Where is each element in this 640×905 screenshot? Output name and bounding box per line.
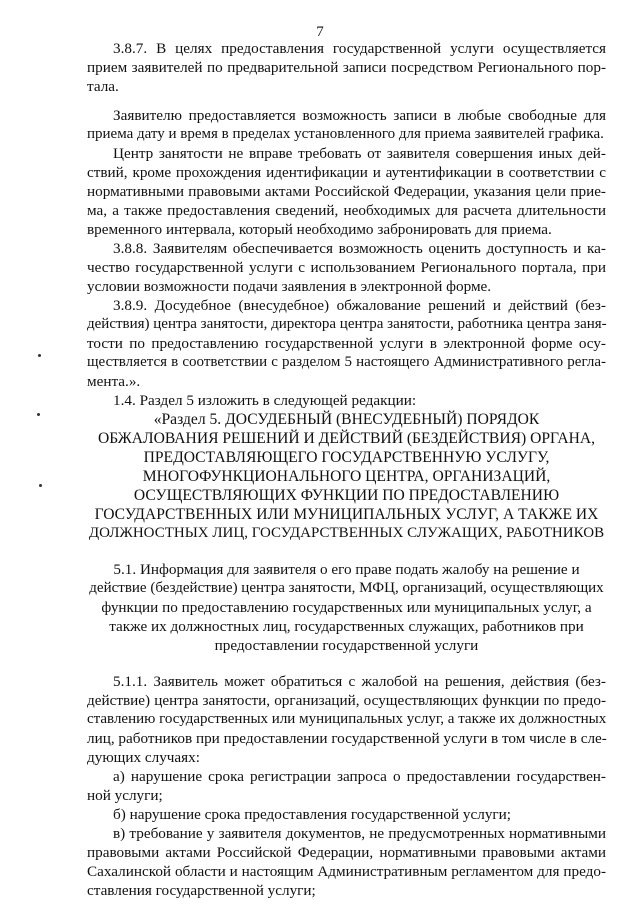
- text-line: 1.4. Раздел 5 изложить в следующей редакции:: [113, 392, 417, 409]
- scan-speck: [37, 413, 40, 416]
- text-line: тости по предоставлению государственной услуги в электронной форме осу-: [87, 335, 606, 352]
- subsection-heading-line: также их должностных лиц, государственных служащих, работников при: [109, 618, 584, 635]
- text-line: 3.8.9. Досудебное (внесудебное) обжалование решений и действий (без-: [113, 297, 606, 314]
- text-line: лиц, работников при предоставлении государственной услуги в том числе в сле-: [87, 730, 607, 747]
- text-line: б) нарушение срока предоставления государственной услуги;: [113, 806, 511, 823]
- section-heading-line: ОСУЩЕСТВЛЯЮЩИХ ФУНКЦИИ ПО ПРЕДОСТАВЛЕНИЮ: [133, 487, 560, 504]
- text-line: ствий, кроме прохождения идентификации и аутентификации в соответствии с: [87, 164, 606, 181]
- text-line: приема дату и время в пределах установленного для приема заявителей графика.: [87, 126, 604, 142]
- section-heading-line: ОБЖАЛОВАНИЯ РЕШЕНИЙ И ДЕЙСТВИЙ (БЕЗДЕЙСТВИЯ) ОРГАНА,: [97, 430, 596, 447]
- text-line: временного интервала, который необходимо забронировать для приема.: [87, 221, 552, 238]
- section-heading-line: ПРЕДОСТАВЛЯЮЩЕГО ГОСУДАРСТВЕННУЮ УСЛУГУ,: [143, 449, 550, 466]
- subsection-heading-line: 5.1. Информация для заявителя о его праве подать жалобу на решение и: [113, 561, 580, 578]
- section-heading-line: «Раздел 5. ДОСУДЕБНЫЙ (ВНЕСУДЕБНЫЙ) ПОРЯДОК: [153, 411, 540, 428]
- text-line: нормативными правовыми актами Российской Федерации, указания цели прие-: [87, 183, 606, 200]
- text-line: Центр занятости не вправе требовать от заявителя совершения иных дей-: [113, 145, 606, 162]
- text-line: мента.».: [87, 373, 141, 390]
- text-line: действие) центра занятости, организаций, осуществляющих функции по предо-: [87, 692, 606, 709]
- text-line: а) нарушение срока регистрации запроса о предоставлении государствен-: [113, 768, 606, 785]
- text-line: тала.: [87, 78, 119, 95]
- text-line: дующих случаях:: [87, 749, 200, 766]
- text-line: условии возможности подачи заявления в электронной форме.: [87, 278, 492, 295]
- text-line: прием заявителей по предварительной записи посредством Регионального пор-: [87, 59, 606, 76]
- text-line: ставления государственной услуги;: [87, 882, 316, 899]
- text-line: ной услуги;: [87, 787, 163, 804]
- scan-speck: [39, 484, 42, 487]
- text-line: Заявителю предоставляется возможность записи в любые свободные для: [113, 107, 606, 124]
- section-heading-line: ДОЛЖНОСТНЫХ ЛИЦ, ГОСУДАРСТВЕННЫХ СЛУЖАЩИХ, РАБОТНИКОВ: [88, 525, 605, 541]
- text-line: ществляется в соответствии с разделом 5 настоящего Административного регла-: [87, 354, 606, 370]
- text-line: 5.1.1. Заявитель может обратиться с жалобой на решения, действия (без-: [113, 673, 606, 690]
- text-line: ставлению государственных или муниципальных услуг, а также их должностных: [87, 711, 607, 727]
- text-line: в) требование у заявителя документов, не предусмотренных нормативными: [113, 825, 606, 842]
- scan-speck: [38, 354, 41, 357]
- text-line: 3.8.7. В целях предоставления государственной услуги осуществляется: [113, 40, 606, 57]
- subsection-heading-line: предоставлении государственной услуги: [214, 637, 479, 654]
- text-line: правовыми актами Российской Федерации, нормативными правовыми актами: [87, 844, 606, 861]
- subsection-heading-line: функции по предоставлению государственных или муниципальных услуг, а: [101, 599, 592, 616]
- subsection-heading-line: действие (бездействие) центра занятости, МФЦ, организаций, осуществляющих: [89, 580, 604, 596]
- page-number: 7: [316, 24, 324, 40]
- text-line: Сахалинской области и настоящим Административным регламентом для предо-: [87, 863, 606, 880]
- text-line: чество государственной услуги с использованием Регионального портала, при: [87, 259, 606, 276]
- text-line: действия) центра занятости, директора центра занятости, работника центра заня-: [87, 316, 607, 332]
- section-heading-line: ГОСУДАРСТВЕННЫХ ИЛИ МУНИЦИПАЛЬНЫХ УСЛУГ, А ТАКЖЕ ИХ: [94, 506, 599, 523]
- text-line: ма, а также предоставления сведений, необходимых для расчета длительности: [87, 202, 606, 219]
- text-line: 3.8.8. Заявителям обеспечивается возможность оценить доступность и ка-: [113, 240, 606, 257]
- section-heading-line: МНОГОФУНКЦИОНАЛЬНОГО ЦЕНТРА, ОРГАНИЗАЦИЙ,: [142, 468, 551, 485]
